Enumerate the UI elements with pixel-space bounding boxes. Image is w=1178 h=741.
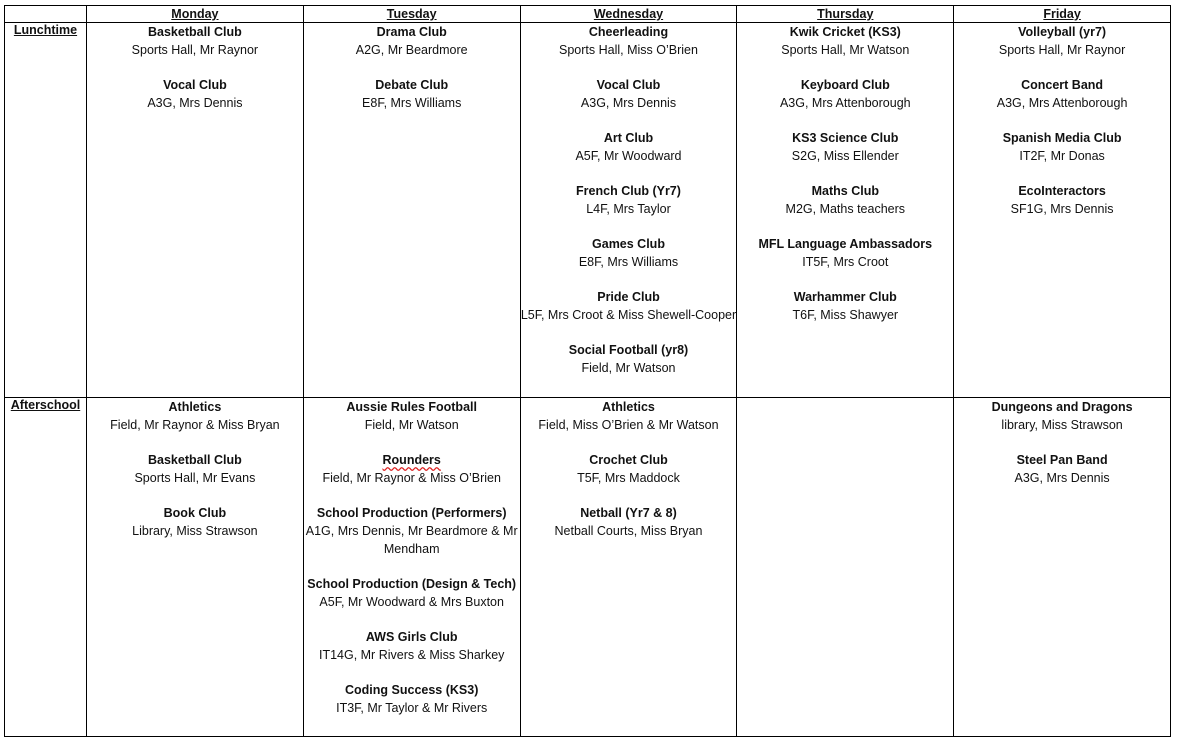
cell (87, 398, 304, 737)
afterschool-row (5, 398, 1171, 737)
club-location-teacher: A3G, Mrs Attenborough (779, 96, 911, 110)
club-name: Steel Pan Band (1016, 453, 1108, 467)
cell (954, 398, 1171, 737)
club-entry (737, 288, 953, 324)
corner-cell (5, 6, 87, 23)
club-name: Cheerleading (588, 25, 669, 39)
club-name: Athletics (602, 400, 655, 414)
day-label: Friday (1043, 7, 1081, 21)
cell (737, 398, 954, 737)
club-location-teacher: Sports Hall, Mr Raynor (131, 43, 259, 57)
club-location-teacher: library, Miss Strawson (1001, 418, 1123, 432)
club-name: Games Club (592, 237, 665, 251)
club-entry (954, 451, 1170, 487)
club-location-teacher: Field, Miss O’Brien & Mr Watson (538, 418, 719, 432)
cell (520, 23, 737, 398)
spellcheck-underline: Rounders (382, 453, 441, 467)
club-location-teacher: A3G, Mrs Dennis (147, 96, 243, 110)
day-header-wednesday (520, 6, 737, 23)
club-name: Kwik Cricket (KS3) (789, 25, 901, 39)
club-entry (521, 76, 737, 112)
club-location-teacher: T5F, Mrs Maddock (577, 471, 680, 485)
club-timetable (4, 5, 1171, 737)
row-label-lunchtime (5, 23, 87, 398)
club-entry (521, 451, 737, 487)
club-entry (521, 235, 737, 271)
club-location-teacher: M2G, Maths teachers (785, 202, 906, 216)
club-name: Warhammer Club (793, 290, 897, 304)
club-entry (521, 288, 737, 324)
club-entry (521, 341, 737, 377)
club-entry (304, 504, 520, 558)
club-name: MFL Language Ambassadors (758, 237, 933, 251)
club-name: Basketball Club (148, 25, 242, 39)
club-entry (521, 504, 737, 540)
club-entry (304, 681, 520, 717)
club-location-teacher: Library, Miss Strawson (132, 524, 258, 538)
cell (954, 23, 1171, 398)
club-location-teacher: IT5F, Mrs Croot (802, 255, 889, 269)
club-location-teacher: IT3F, Mr Taylor & Mr Rivers (336, 701, 488, 715)
club-entry (87, 451, 303, 487)
cell (303, 398, 520, 737)
day-header-tuesday (303, 6, 520, 23)
club-name: Drama Club (376, 25, 447, 39)
day-label: Thursday (817, 7, 874, 21)
day-header-thursday (737, 6, 954, 23)
club-name: French Club (Yr7) (576, 184, 681, 198)
day-header-friday (954, 6, 1171, 23)
club-location-teacher: S2G, Miss Ellender (791, 149, 899, 163)
club-name: Social Football (yr8) (568, 343, 689, 357)
club-entry (521, 182, 737, 218)
day-label: Wednesday (593, 7, 664, 21)
club-name: AWS Girls Club (365, 630, 458, 644)
club-location-teacher: IT14G, Mr Rivers & Miss Sharkey (318, 648, 505, 662)
club-entry (737, 129, 953, 165)
cell (520, 398, 737, 737)
row-label-afterschool (5, 398, 87, 737)
club-name: Keyboard Club (800, 78, 890, 92)
club-location-teacher: T6F, Miss Shawyer (792, 308, 899, 322)
club-name: EcoInteractors (1018, 184, 1106, 198)
club-location-teacher: Sports Hall, Mr Watson (781, 43, 910, 57)
club-name (304, 451, 520, 469)
cell (737, 23, 954, 398)
club-location-teacher: E8F, Mrs Williams (578, 255, 679, 269)
club-location-teacher: SF1G, Mrs Dennis (1010, 202, 1114, 216)
club-name: Spanish Media Club (1002, 131, 1122, 145)
club-location-teacher: Field, Mr Watson (581, 361, 676, 375)
club-name: KS3 Science Club (792, 131, 899, 145)
club-entry (737, 23, 953, 59)
club-name: Crochet Club (589, 453, 668, 467)
row-label-text: Lunchtime (13, 23, 78, 37)
club-entry (737, 76, 953, 112)
club-name: Maths Club (811, 184, 879, 198)
club-entry (954, 23, 1170, 59)
day-label: Tuesday (386, 7, 437, 21)
day-label: Monday (171, 7, 219, 21)
club-location-teacher: A3G, Mrs Attenborough (996, 96, 1128, 110)
lunchtime-row (5, 23, 1171, 398)
cell (303, 23, 520, 398)
header-row (5, 6, 1171, 23)
club-name: Book Club (163, 506, 227, 520)
club-location-teacher: E8F, Mrs Williams (362, 96, 462, 110)
club-entry (304, 575, 520, 611)
club-entry (521, 129, 737, 165)
club-entry (521, 23, 737, 59)
club-name: School Production (Design & Tech) (307, 577, 517, 591)
club-location-teacher: IT2F, Mr Donas (1019, 149, 1105, 163)
club-name: Aussie Rules Football (346, 400, 477, 414)
club-location-teacher: Sports Hall, Miss O’Brien (559, 43, 698, 57)
club-location-teacher: A5F, Mr Woodward & Mrs Buxton (319, 595, 504, 609)
club-name: Netball (Yr7 & 8) (580, 506, 677, 520)
club-location-teacher: Field, Mr Watson (364, 418, 459, 432)
club-name: School Production (Performers) (316, 506, 507, 520)
club-location-teacher: A2G, Mr Beardmore (355, 43, 468, 57)
club-location-teacher: A3G, Mrs Dennis (1014, 471, 1110, 485)
club-entry (954, 398, 1170, 434)
club-name: Coding Success (KS3) (345, 683, 479, 697)
club-name: Athletics (168, 400, 222, 414)
club-location-teacher: Sports Hall, Mr Evans (134, 471, 256, 485)
club-name: Pride Club (597, 290, 660, 304)
club-name: Dungeons and Dragons (991, 400, 1133, 414)
club-entry (954, 182, 1170, 218)
club-entry (954, 129, 1170, 165)
club-location-teacher: L5F, Mrs Croot & Miss Shewell-Cooper (520, 308, 737, 322)
club-name: Volleyball (yr7) (1018, 25, 1107, 39)
club-entry (87, 23, 303, 59)
club-location-teacher: A3G, Mrs Dennis (580, 96, 677, 110)
club-entry (304, 23, 520, 59)
club-entry (87, 504, 303, 540)
club-location-teacher: Sports Hall, Mr Raynor (998, 43, 1126, 57)
club-entry (954, 76, 1170, 112)
club-location-teacher: Field, Mr Raynor & Miss Bryan (110, 418, 280, 432)
club-location-teacher: Netball Courts, Miss Bryan (554, 524, 703, 538)
club-entry (737, 235, 953, 271)
club-name: Art Club (603, 131, 654, 145)
club-entry (304, 451, 520, 487)
club-entry (304, 398, 520, 434)
club-entry (87, 398, 303, 434)
club-entry (737, 182, 953, 218)
club-entry (304, 628, 520, 664)
club-name: Vocal Club (596, 78, 661, 92)
club-location-teacher: A1G, Mrs Dennis, Mr Beardmore & Mr Mendham (305, 524, 518, 556)
day-header-monday (87, 6, 304, 23)
club-location-teacher: Field, Mr Raynor & Miss O’Brien (322, 471, 501, 485)
club-name: Concert Band (1021, 78, 1104, 92)
club-name: Vocal Club (163, 78, 227, 92)
club-name: Basketball Club (148, 453, 242, 467)
club-entry (521, 398, 737, 434)
club-entry (304, 76, 520, 112)
cell (87, 23, 304, 398)
club-location-teacher: L4F, Mrs Taylor (586, 202, 671, 216)
club-location-teacher: A5F, Mr Woodward (575, 149, 682, 163)
club-name: Debate Club (375, 78, 449, 92)
club-entry (87, 76, 303, 112)
row-label-text: Afterschool (10, 398, 81, 412)
